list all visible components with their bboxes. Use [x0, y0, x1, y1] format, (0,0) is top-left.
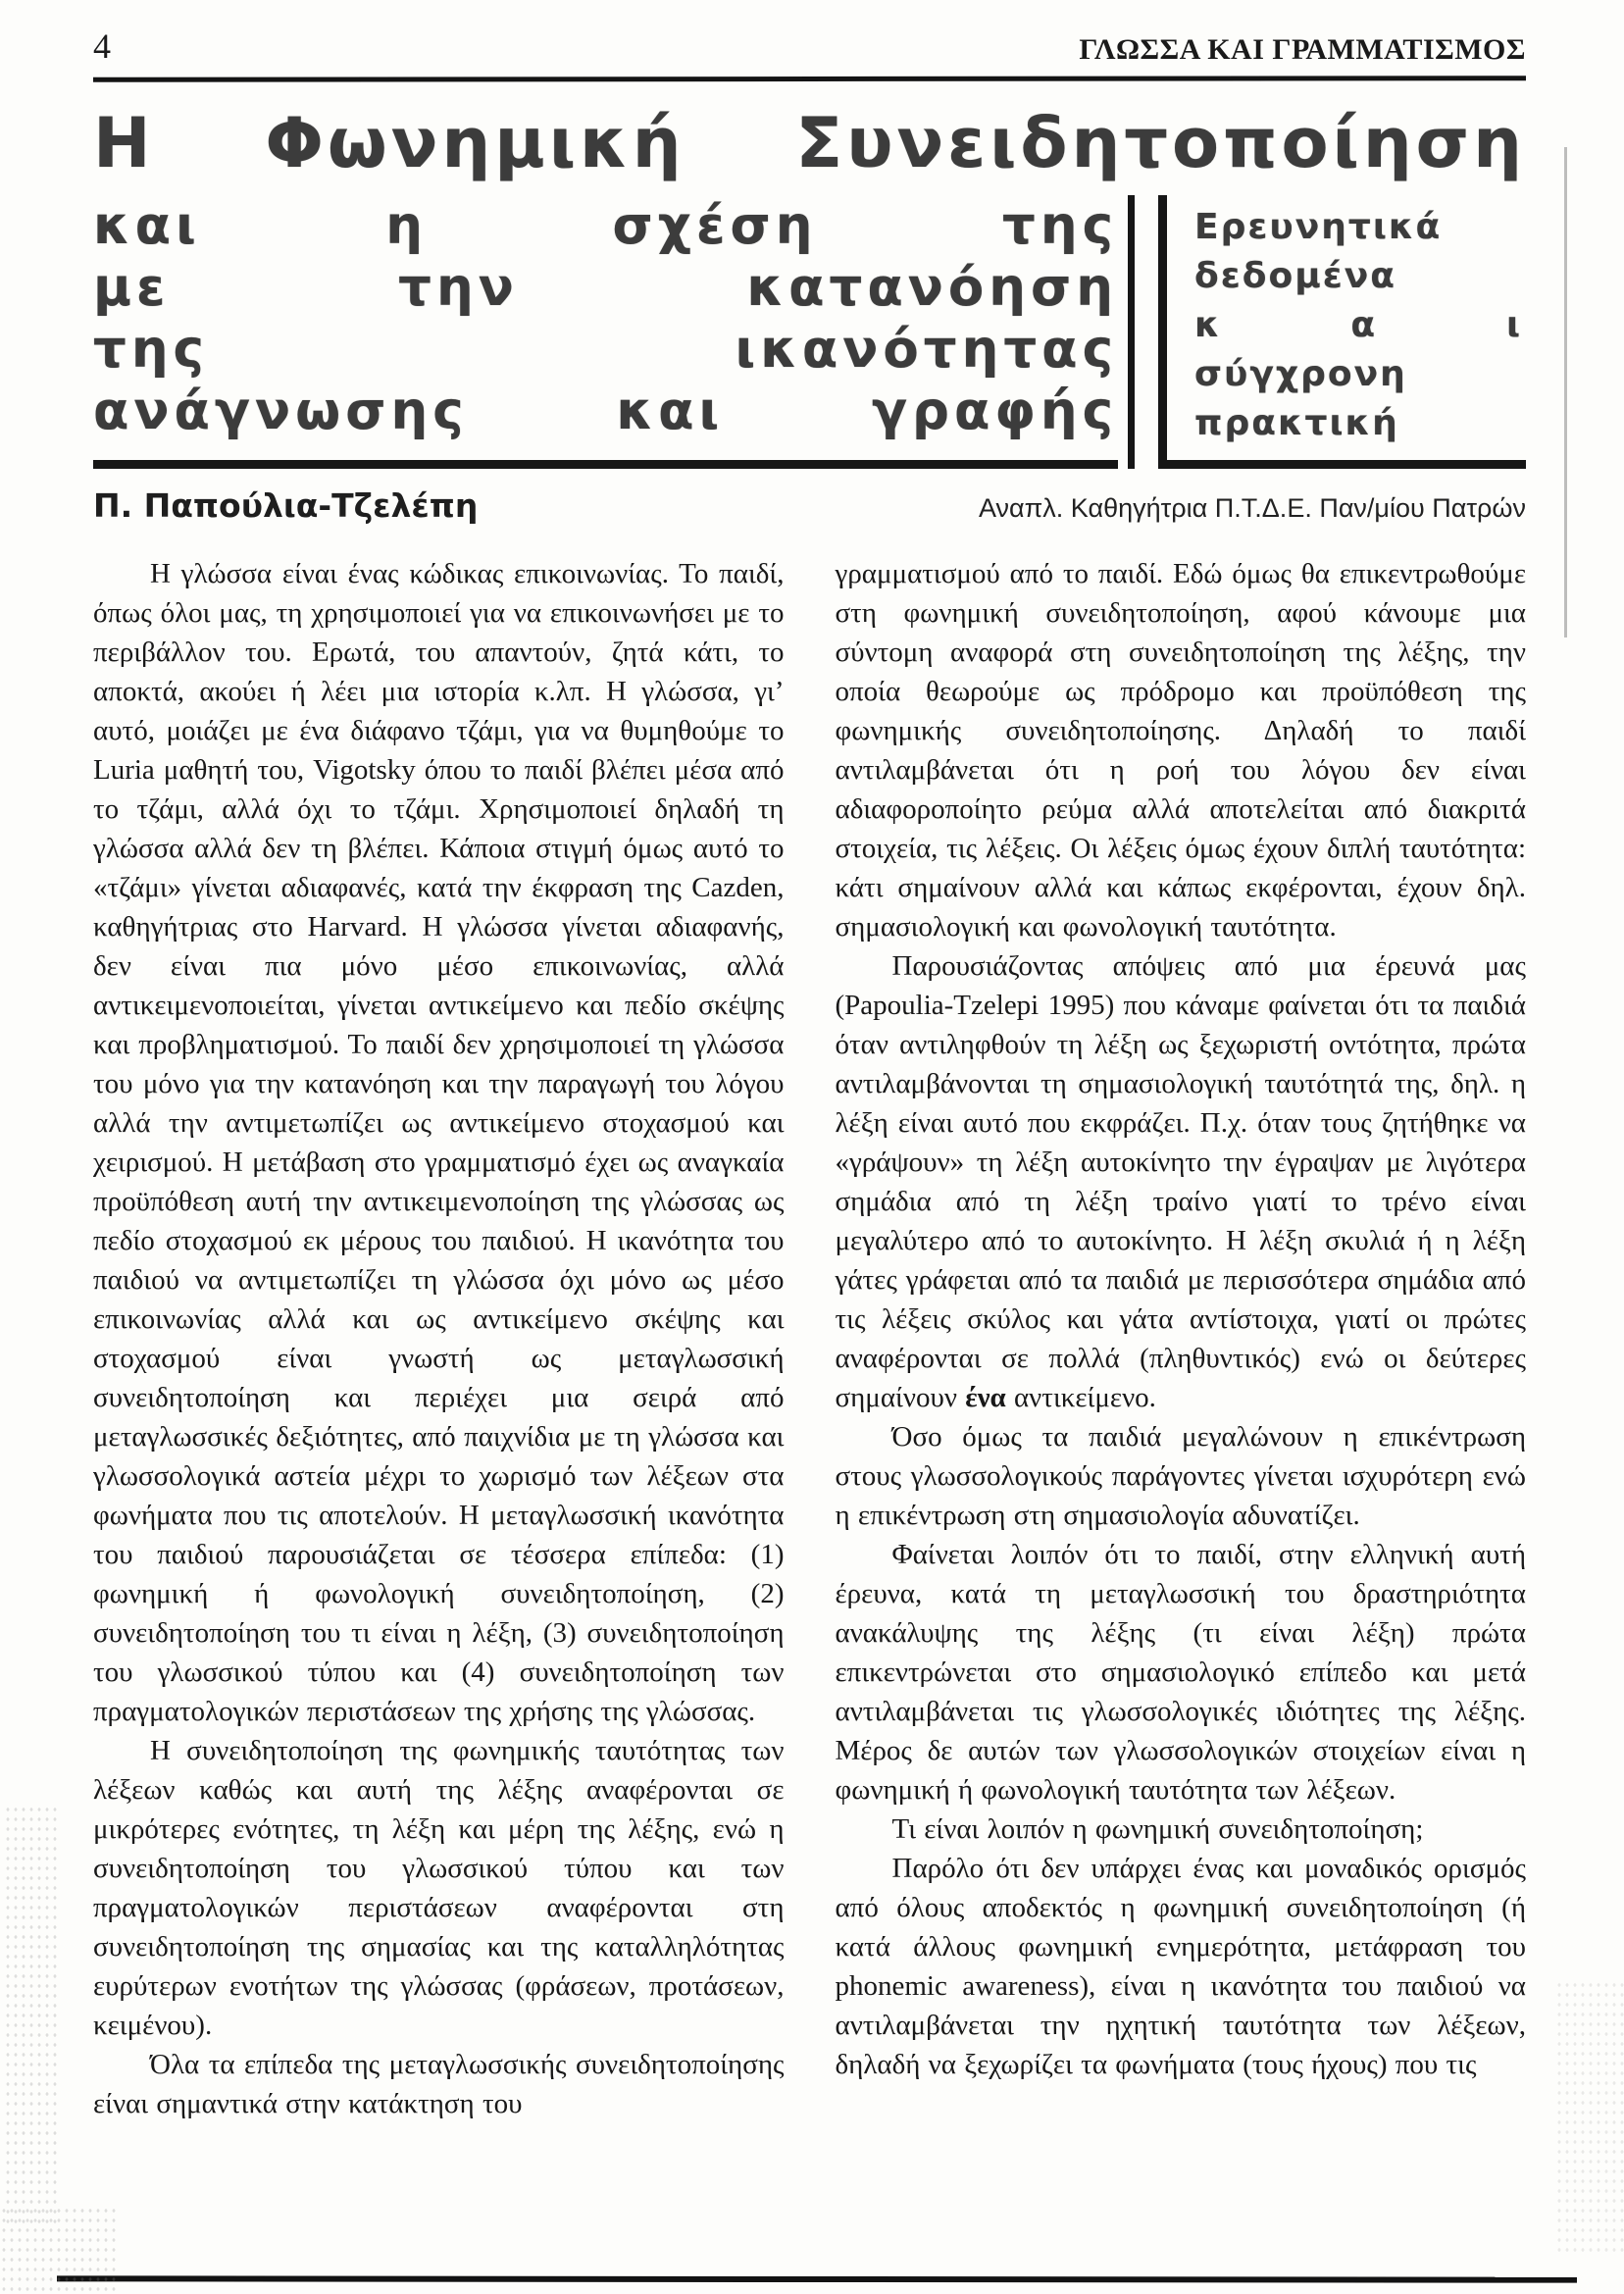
- article-title-line: με την κατανόηση: [93, 257, 1118, 318]
- header-rule: [93, 76, 1526, 82]
- paragraph: Η συνειδητοποίηση της φωνημικής ταυτότητας των λέξεων καθώς και αυτή της λέξης αναφέρονται σε μικρότερες ενότητες, τη λέξη και μέρη της λέξης, ενώ η συνειδητοποίηση του γλωσσικού τύπου και των πραγματολογικών περιστάσεων αναφέρονται στη συνειδητοποίηση της σημασίας και της καταλληλότητας ευρύτερων ενοτήτων της γλώσσας (φράσεων, προτάσεων, κειμένου).: [93, 1734, 785, 2041]
- author-name: Π. Παπούλια-Τζελέπη: [93, 485, 479, 525]
- kicker-line: κ α ι: [1194, 304, 1522, 345]
- emphasized-word: ένα: [965, 1381, 1006, 1413]
- paragraph: Όλα τα επίπεδα της μεταγλωσσικής συνειδητοποίησης είναι σημαντικά στην κατάκτηση του: [93, 2048, 785, 2119]
- title-columns: [93, 195, 1526, 469]
- paragraph-text: αντικείμενο.: [1005, 1381, 1156, 1413]
- paragraph: Τι είναι λοιπόν η φωνημική συνειδητοποίηση;: [891, 1812, 1424, 1845]
- page-number: 4: [93, 26, 111, 66]
- article-body: [93, 554, 1526, 2123]
- left-column: [93, 554, 785, 2123]
- article-title-block: [93, 103, 1526, 469]
- kicker-line: Ερευνητικά: [1194, 206, 1443, 247]
- paragraph: Φαίνεται λοιπόν ότι το παιδί, στην ελληνική αυτή έρευνα, κατά τη μεταγλωσσική του δραστηριότητα ανακάλυψης της λέξης (τι είναι λέξη) πρώτα επικεντρώνεται στο σημασιολογικό επίπεδο και μετά αντιλαμβάνεται τις γλωσσολογικές ιδιότητες της λέξης. Μέρος δε αυτών των γλωσσολογικών στοιχείων είναι η φωνημική ή φωνολογική ταυτότητα των λέξεων.: [835, 1538, 1526, 1806]
- paragraph: Η γλώσσα είναι ένας κώδικας επικοινωνίας. Το παιδί, όπως όλοι μας, τη χρησιμοποιεί για να επικοινωνήσει με το περιβάλλον του. Ερωτά, του απαντούν, ζητά κάτι, το αποκτά, ακούει ή λέει μια ιστορία κ.λπ. Η γλώσσα, γι’ αυτό, μοιάζει με ένα διάφανο τζάμι, για να θυμηθούμε το Luria μαθητή του, Vigotsky όπου το παιδί βλέπει μέσα από το τζάμι, αλλά όχι το τζάμι. Χρησιμοποιεί δηλαδή τη γλώσσα αλλά δεν τη βλέπει. Κάποια στιγμή όμως αυτό το «τζάμι» γίνεται αδιαφανές, κατά την έκφραση της Cazden, καθηγήτριας στο Harvard. Η γλώσσα γίνεται αδιαφανής, δεν είναι πια μόνο μέσο επικοινωνίας, αλλά αντικειμενοποιείται, γίνεται αντικείμενο και πεδίο σκέψης και προβληματισμού. Το παιδί δεν χρησιμοποιεί τη γλώσσα του μόνο για την κατανόηση και την παραγωγή του λόγου αλλά την αντιμετωπίζει ως αντικείμενο στοχασμού και χειρισμού. Η μετάβαση στο γραμματισμό έχει ως αναγκαία προϋπόθεση αυτή την αντικειμενοποίηση της γλώσσας ως πεδίο στοχασμού εκ μέρους του παιδιού. Η ικανότητα του παιδιού να αντιμετωπίζει τη γλώσσα όχι μόνο ως μέσο επικοινωνίας αλλά και ως αντικείμενο σκέψης και στοχασμού είναι γνωστή ως μεταγλωσσική συνειδητοποίηση και περιέχει μια σειρά από μεταγλωσσικές δεξιότητες, από παιχνίδια με τη γλώσσα και γλωσσολογικά αστεία μέχρι το χωρισμό των λέξεων στα φωνήματα που τις αποτελούν. Η μεταγλωσσική ικανότητα του παιδιού παρουσιάζεται σε τέσσερα επίπεδα: (1) φωνημική ή φωνολογική συνειδητοποίηση, (2) συνειδητοποίηση του τι είναι η λέξη, (3) συνειδητοποίηση του γλωσσικού τύπου και (4) συνειδητοποίηση των πραγματολογικών περιστάσεων της χρήσης της γλώσσας.: [93, 557, 785, 1727]
- title-kicker-separator: [1128, 195, 1135, 469]
- running-head: [93, 25, 1526, 67]
- article-title-line: και η σχέση της: [93, 195, 1118, 256]
- article-title-line: ανάγνωσης και γραφής: [93, 381, 1118, 441]
- kicker-box: [1158, 195, 1526, 469]
- scan-noise: [1555, 1980, 1624, 2255]
- article-title-line: Η Φωνημική Συνειδητοποίηση: [93, 103, 1526, 183]
- author-affiliation: Αναπλ. Καθηγήτρια Π.Τ.Δ.Ε. Παν/μίου Πατρών: [979, 492, 1526, 523]
- paragraph: γραμματισμού από το παιδί. Εδώ όμως θα επικεντρωθούμε στη φωνημική συνειδητοποίηση, αφού κάνουμε μια σύντομη αναφορά στη συνειδητοποίηση της λέξης, την οποία θεωρούμε ως πρόδρομο και προϋπόθεση της φωνημικής συνειδητοποίησης. Δηλαδή το παιδί αντιλαμβάνεται ότι η ροή του λόγου δεν είναι αδιαφοροποίητο ρεύμα αλλά αποτελείται από διακριτά στοιχεία, τις λέξεις. Οι λέξεις όμως έχουν διπλή ταυτότητα: κάτι σημαίνουν αλλά και κάπως εκφέρονται, έχουν δηλ. σημασιολογική και φωνολογική ταυτότητα.: [835, 557, 1526, 943]
- paragraph: Όσο όμως τα παιδιά μεγαλώνουν η επικέντρωση στους γλωσσολογικούς παράγοντες γίνεται ισχυρότερη ενώ η επικέντρωση στη σημασιολογία αδυνατίζει.: [835, 1420, 1526, 1531]
- byline: [93, 486, 1526, 525]
- paragraph: Παρόλο ότι δεν υπάρχει ένας και μοναδικός ορισμός από όλους αποδεκτός η φωνημική συνειδητοποίηση (ή κατά άλλους φωνημική ενημερότητα, μετάφραση του phonemic awareness), είναι η ικανότητα του παιδιού να αντιλαμβάνεται την ηχητική ταυτότητα των λέξεων, δηλαδή να ξεχωρίζει τα φωνήματα (τους ήχους) που τις: [835, 1852, 1526, 2080]
- paragraph-text: Παρουσιάζοντας απόψεις από μια έρευνά μας (Papoulia-Tzelepi 1995) που κάναμε φαίνεται ότι τα παιδιά όταν αντιληφθούν τη λέξη ως ξεχωριστή οντότητα, πρώτα αντιλαμβάνονται τη σημασιολογική ταυτότητά της, δηλ. η λέξη είναι αυτό που εκφράζει. Π.χ. όταν τους ζητήθηκε να «γράψουν» τη λέξη αυτοκίνητο την έγραψαν με λιγότερα σημάδια από τη λέξη τραίνο γιατί το τρένο είναι μεγαλύτερο από το αυτοκίνητο. Η λέξη σκυλιά ή η λέξη γάτες γράφεται από τα παιδιά με περισσότερα σημάδια από τις λέξεις σκύλος και γάτα αντίστοιχα, γιατί οι πρώτες αναφέρονται σε πολλά (πληθυντικός) ενώ οι δεύτερες σημαίνουν: [835, 949, 1526, 1413]
- right-column: [836, 554, 1527, 2123]
- journal-title: ΓΛΩΣΣΑ ΚΑΙ ΓΡΑΜΜΑΤΙΣΜΟΣ: [1079, 33, 1526, 66]
- page-bottom-rule: [57, 2275, 1577, 2282]
- article-title-continued: [93, 195, 1118, 469]
- scan-noise: [4, 1805, 61, 2226]
- scan-artifact-line: [1564, 147, 1567, 637]
- article-title-line: της ικανότητας: [93, 319, 1118, 380]
- kicker-line: σύγχρονη: [1194, 353, 1407, 394]
- kicker-line: δεδομένα: [1194, 255, 1397, 296]
- paragraph: [836, 946, 1527, 1417]
- kicker-line: πρακτική: [1194, 402, 1399, 443]
